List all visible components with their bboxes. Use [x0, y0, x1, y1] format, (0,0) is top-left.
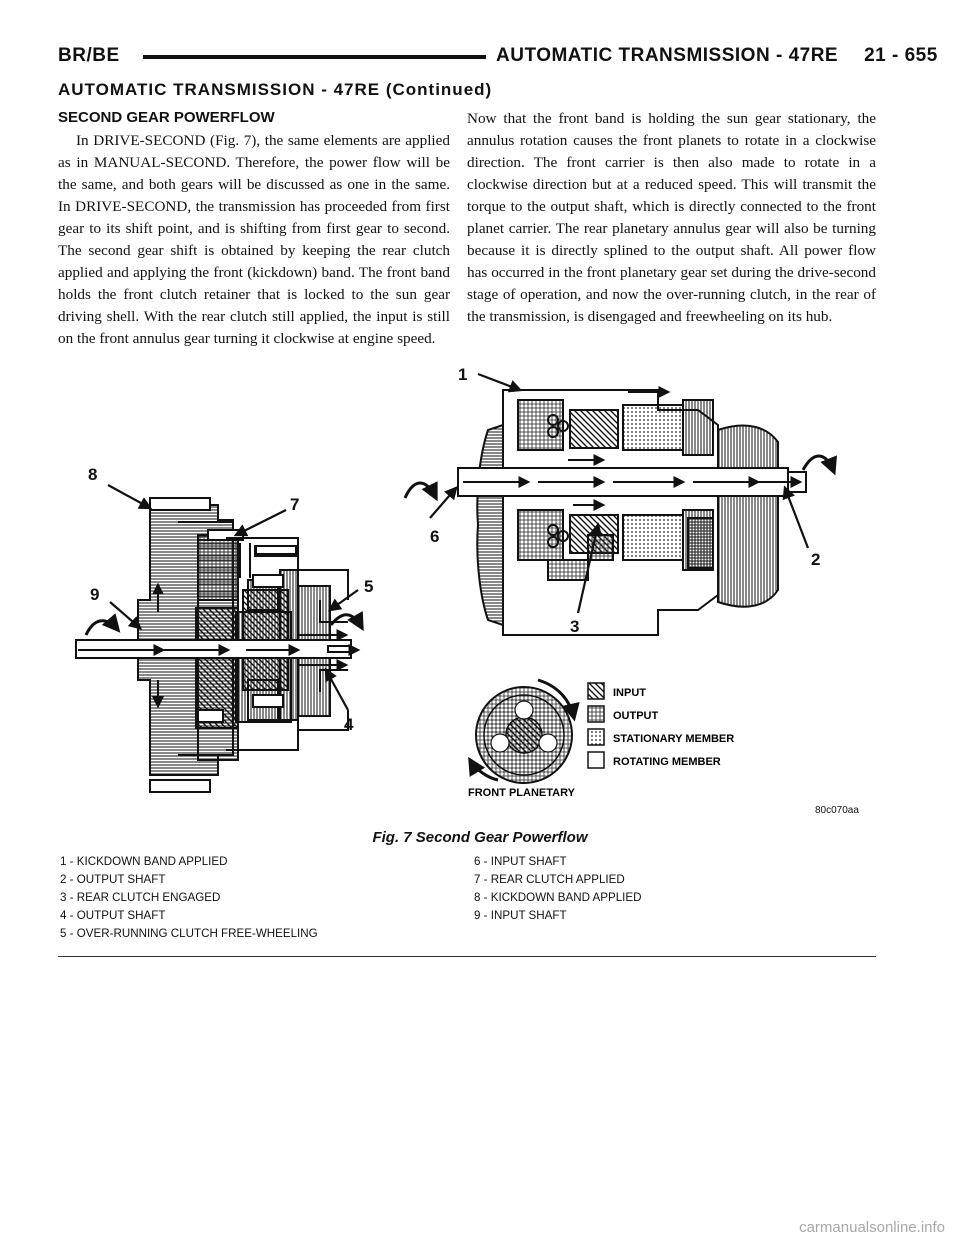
front-planetary-label: FRONT PLANETARY	[468, 787, 575, 799]
legend-item: 1 - KICKDOWN BAND APPLIED	[60, 855, 228, 868]
key-output: OUTPUT	[613, 710, 659, 722]
legend-right	[474, 853, 642, 925]
legend-item: 5 - OVER-RUNNING CLUTCH FREE-WHEELING	[60, 927, 318, 940]
body-paragraph-right: Now that the front band is holding the sun gear stationary, the annulus rotation causes the front planets to rotate in a clockwise direction. The front carrier is then also made to rotate in a clockwise direction but at a reduced speed. This will transmit the torque to the output shaft, which is directly connected to the front planet carrier. The rear planetary annulus gear will also be turning because it is directly splined to the output shaft. All power flow has occurred in the front planetary gear set during the drive-second stage of operation, and now the over-running clutch, in the rear of the transmission, is disengaged and freewheeling on its hub.	[467, 110, 876, 325]
legend-item: 8 - KICKDOWN BAND APPLIED	[474, 891, 642, 904]
legend-item: 9 - INPUT SHAFT	[474, 909, 567, 922]
cutaway-diagram	[458, 390, 806, 635]
watermark: carmanualsonline.info	[799, 1219, 945, 1236]
section-title: SECOND GEAR POWERFLOW	[58, 109, 275, 126]
legend-item: 3 - REAR CLUTCH ENGAGED	[60, 891, 221, 904]
legend-item: 7 - REAR CLUTCH APPLIED	[474, 873, 625, 886]
body-paragraph-left: In DRIVE-SECOND (Fig. 7), the same elements are applied as in MANUAL-SECOND. Therefore, the power flow will be the same, and both gears will be discussed as one in the same. In DRIVE-SECOND, the transmission has proceeded from first gear to its shift point, and is shifting from first gear to second. The second gear shift is obtained by keeping the rear clutch applied and applying the front (kickdown) band. The front band holds the front clutch retainer that is locked to the sun gear driving shell. With the rear clutch still applied, the input is still on the front annulus gear turning it clockwise at engine speed.	[58, 132, 450, 347]
callout-7: 7	[290, 495, 300, 514]
figure-key	[588, 683, 734, 768]
header-title	[496, 45, 938, 67]
schematic-diagram	[76, 498, 351, 792]
legend-item: 4 - OUTPUT SHAFT	[60, 909, 166, 922]
legend-item: 6 - INPUT SHAFT	[474, 855, 567, 868]
callout-9: 9	[90, 585, 100, 604]
figure-caption: Fig. 7 Second Gear Powerflow	[372, 829, 588, 846]
bottom-rule	[58, 956, 876, 957]
header-model: BR/BE	[58, 45, 120, 66]
powerflow-figure	[58, 350, 876, 825]
callout-4: 4	[344, 715, 354, 734]
page-number: 21 - 655	[864, 45, 938, 66]
callout-5: 5	[364, 577, 374, 596]
header-rule	[143, 55, 486, 59]
key-stationary: STATIONARY MEMBER	[613, 733, 735, 745]
legend-item: 2 - OUTPUT SHAFT	[60, 873, 166, 886]
key-rotating-swatch	[588, 752, 604, 768]
header-section-name: AUTOMATIC TRANSMISSION - 47RE	[496, 45, 839, 66]
key-stationary-swatch	[588, 729, 604, 745]
key-input-swatch	[588, 683, 604, 699]
callout-8: 8	[88, 465, 98, 484]
callout-6: 6	[430, 527, 440, 546]
key-output-swatch	[588, 706, 604, 722]
front-planetary-diagram	[468, 680, 576, 799]
legend-left	[60, 853, 318, 943]
callout-1: 1	[458, 365, 468, 384]
callout-2: 2	[811, 550, 821, 569]
key-input: INPUT	[613, 687, 646, 699]
page-subtitle: AUTOMATIC TRANSMISSION - 47RE (Continued)	[58, 80, 493, 99]
figure-code: 80c070aa	[815, 805, 859, 816]
callout-3: 3	[570, 617, 580, 636]
key-rotating: ROTATING MEMBER	[613, 756, 721, 768]
